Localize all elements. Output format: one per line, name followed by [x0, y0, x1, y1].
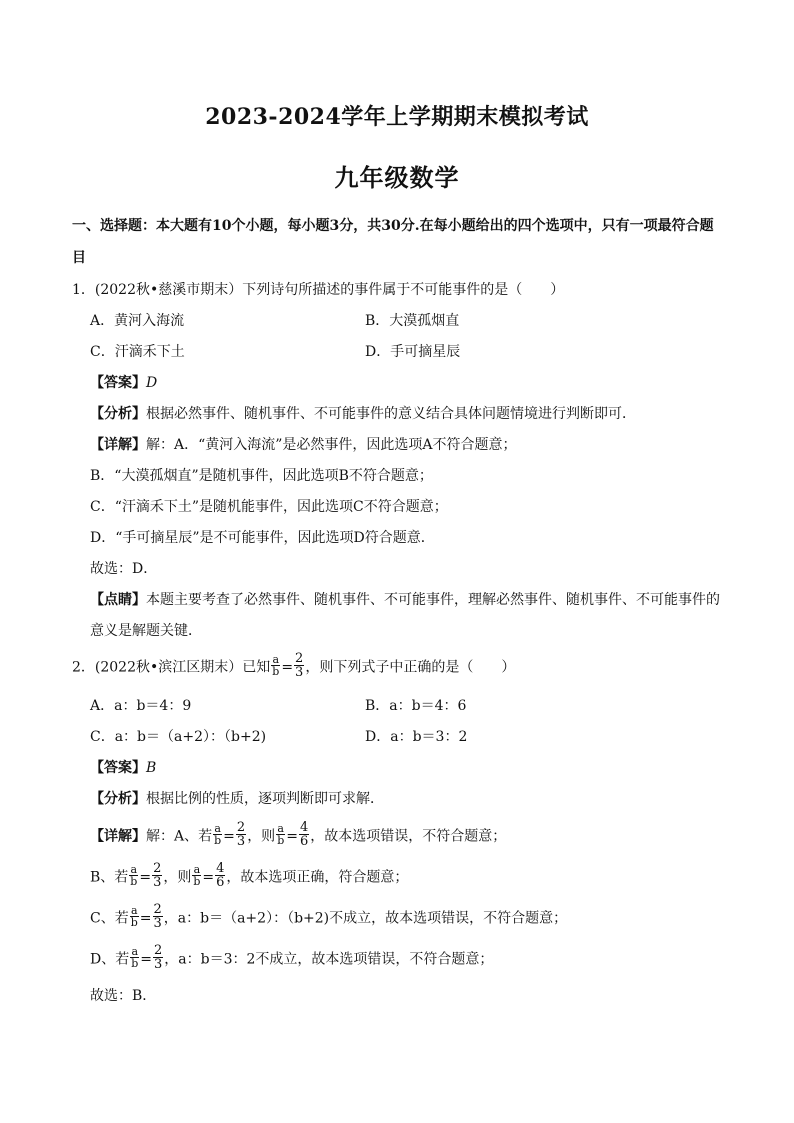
q2-option-b: B．a：b＝4：6 — [365, 698, 467, 714]
comment-text: 本题主要考查了必然事件、随机事件、不可能事件，理解必然事件、随机事件、不可能事件的 — [146, 592, 720, 608]
fraction-a-over-b — [276, 823, 285, 846]
section-heading: 一、选择题：本大题有10个小题，每小题3分，共30分.在每小题给出的四个选项中，只有一项最符合题 — [72, 218, 714, 234]
denominator: 6 — [299, 834, 309, 849]
stem-suffix: ，则下列式子中正确的是（ ） — [305, 659, 516, 676]
denominator: b — [193, 875, 201, 888]
numerator: a — [277, 822, 284, 835]
equals-sign: = — [140, 951, 153, 968]
fraction-a-over-b — [130, 905, 139, 928]
denominator: 3 — [153, 875, 162, 890]
q2-option-a: A．a：b＝4：9 — [90, 698, 192, 714]
q1-choice: 故选：D． — [90, 561, 158, 577]
detail-text: ，则 — [163, 869, 192, 886]
numerator: a — [130, 863, 138, 876]
q2-option-d: D．a：b＝3：2 — [365, 729, 468, 745]
numerator: 4 — [299, 820, 309, 835]
denominator: 6 — [216, 875, 225, 890]
fraction-4-over-6 — [299, 821, 309, 848]
answer-value: D — [146, 375, 158, 391]
answer-value: B — [146, 760, 157, 776]
q1-detail-d: D．“手可摘星辰”是不可能事件，因此选项D符合题意． — [90, 530, 435, 546]
q2-option-c: C．a：b＝（a+2）：（b+2) — [90, 729, 267, 745]
q1-detail-c: C．“汗滴禾下土”是随机能事件，因此选项C不符合题意； — [90, 499, 448, 515]
fraction-2-over-3 — [153, 903, 163, 930]
fraction-2-over-3 — [236, 821, 246, 848]
q2-detail-b — [90, 861, 409, 891]
stem-prefix: 2．(2022秋•滨江区期末）已知 — [72, 659, 271, 676]
numerator: a — [214, 822, 221, 835]
numerator: 2 — [153, 861, 162, 876]
q1-option-b: B．大漠孤烟直 — [365, 313, 460, 329]
denominator: 3 — [154, 957, 163, 972]
equals-sign: = — [286, 828, 298, 845]
denominator: 3 — [295, 665, 304, 680]
q2-detail-d — [90, 943, 494, 973]
answer-tag: 【答案】 — [90, 375, 146, 391]
detail-text: 解：A．“黄河入海流”是必然事件，因此选项A不符合题意； — [146, 437, 517, 453]
fraction-a-over-b — [129, 864, 138, 887]
q2-detail-a — [90, 820, 507, 850]
q1-comment — [90, 590, 720, 610]
question-1-stem: 1．(2022秋•慈溪市期末）下列诗句所描述的事件属于不可能事件的是（ ） — [72, 282, 565, 298]
q1-option-a: A．黄河入海流 — [90, 313, 185, 329]
fraction-2-over-3 — [152, 862, 162, 889]
document-title: 2023-2024学年上学期期末模拟考试 — [205, 104, 589, 130]
q1-detail-a — [90, 435, 517, 455]
equals-sign: = — [139, 869, 152, 886]
detail-text: ，故本选项错误，不符合题意； — [310, 828, 507, 845]
comment-tag: 【点睛】 — [90, 592, 146, 608]
fraction-a-over-b — [192, 864, 201, 887]
detail-text: 解：A、若 — [146, 828, 213, 845]
denominator: 3 — [236, 834, 246, 849]
denominator: b — [272, 665, 280, 678]
fraction-a-over-b — [213, 823, 222, 846]
denominator: 3 — [153, 916, 162, 931]
fraction-4-over-6 — [215, 862, 225, 889]
detail-text: ，a：b＝（a+2）：（b+2)不成立，故本选项错误，不符合题意； — [163, 910, 568, 927]
denominator: b — [130, 916, 138, 929]
denominator: b — [214, 834, 222, 847]
q2-detail-c — [90, 902, 568, 932]
analysis-text: 根据比例的性质，逐项判断即可求解． — [146, 791, 384, 807]
numerator: 2 — [154, 943, 163, 958]
numerator: 2 — [295, 651, 304, 666]
document-subtitle: 九年级数学 — [334, 163, 460, 192]
equals-sign: = — [281, 659, 294, 676]
detail-tag: 【详解】 — [90, 828, 146, 845]
section-heading-cont: 目 — [72, 250, 86, 266]
q1-answer — [90, 373, 157, 393]
numerator: 2 — [236, 820, 246, 835]
detail-text: ，故本选项正确，符合题意； — [226, 869, 409, 886]
q1-detail-b: B．“大漠孤烟直”是随机事件，因此选项B不符合题意； — [90, 468, 433, 484]
q1-option-d: D．手可摘星辰 — [365, 344, 461, 360]
numerator: a — [272, 653, 280, 666]
detail-text: B、若 — [90, 869, 129, 886]
analysis-tag: 【分析】 — [90, 406, 146, 422]
numerator: 4 — [216, 861, 225, 876]
equals-sign: = — [139, 910, 152, 927]
detail-text: ，a：b＝3：2不成立，故本选项错误，不符合题意； — [164, 951, 494, 968]
denominator: b — [130, 875, 138, 888]
equals-sign: = — [202, 869, 215, 886]
q2-answer — [90, 758, 156, 778]
detail-text: C、若 — [90, 910, 129, 927]
analysis-tag: 【分析】 — [90, 791, 146, 807]
q1-analysis — [90, 404, 636, 424]
numerator: a — [193, 863, 201, 876]
q1-comment-cont: 意义是解题关键． — [90, 623, 202, 639]
denominator: b — [131, 957, 139, 970]
q2-analysis — [90, 789, 384, 809]
fraction-a-over-b — [130, 946, 139, 969]
numerator: a — [130, 904, 138, 917]
fraction-2-over-3 — [294, 652, 304, 679]
q2-choice: 故选：B． — [90, 988, 157, 1004]
fraction-2-over-3 — [153, 944, 163, 971]
q1-option-c: C．汗滴禾下土 — [90, 344, 185, 360]
answer-tag: 【答案】 — [90, 760, 146, 776]
detail-tag: 【详解】 — [90, 437, 146, 453]
numerator: 2 — [153, 902, 162, 917]
numerator: a — [131, 945, 139, 958]
equals-sign: = — [223, 828, 235, 845]
question-2-stem — [72, 651, 516, 681]
detail-text: ，则 — [247, 828, 276, 845]
fraction-a-over-b — [271, 654, 280, 677]
denominator: b — [277, 834, 285, 847]
detail-text: D、若 — [90, 951, 130, 968]
analysis-text: 根据必然事件、随机事件、不可能事件的意义结合具体问题情境进行判断即可． — [146, 406, 636, 422]
